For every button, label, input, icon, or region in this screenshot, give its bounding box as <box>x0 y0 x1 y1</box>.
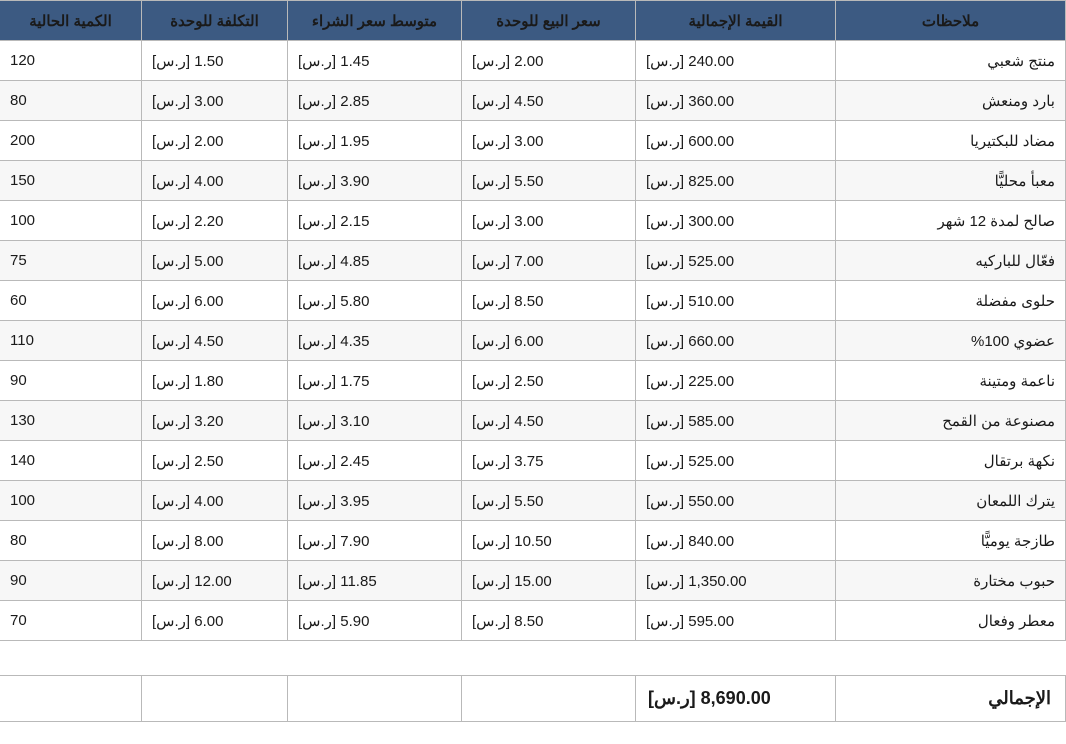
cell-buy[interactable]: 1.95 [ر.س] <box>288 121 462 161</box>
cell-sell[interactable]: 8.50 [ر.س] <box>462 281 636 321</box>
cell-cost[interactable]: 2.00 [ر.س] <box>142 121 288 161</box>
table-row[interactable] <box>0 121 1066 161</box>
cell-sell[interactable]: 3.75 [ر.س] <box>462 441 636 481</box>
column-header-unit-cost[interactable]: التكلفة للوحدة <box>142 1 288 41</box>
cell-buy[interactable]: 5.90 [ر.س] <box>288 601 462 641</box>
table-row[interactable] <box>0 241 1066 281</box>
cell-sell[interactable]: 3.00 [ر.س] <box>462 201 636 241</box>
totals-blank-buy[interactable] <box>288 676 462 722</box>
cell-cost[interactable]: 4.00 [ر.س] <box>142 481 288 521</box>
table-row[interactable] <box>0 361 1066 401</box>
cell-qty[interactable]: 90 <box>0 361 142 401</box>
cell-cost[interactable]: 1.80 [ر.س] <box>142 361 288 401</box>
cell-buy[interactable]: 3.10 [ر.س] <box>288 401 462 441</box>
cell-qty[interactable]: 75 <box>0 241 142 281</box>
cell-notes[interactable]: طازجة يوميًّا <box>836 521 1066 561</box>
cell-notes[interactable]: نكهة برتقال <box>836 441 1066 481</box>
cell-buy[interactable]: 4.35 [ر.س] <box>288 321 462 361</box>
column-header-unit-sell[interactable]: سعر البيع للوحدة <box>462 1 636 41</box>
cell-sell[interactable]: 5.50 [ر.س] <box>462 481 636 521</box>
cell-buy[interactable]: 2.45 [ر.س] <box>288 441 462 481</box>
table-row[interactable] <box>0 201 1066 241</box>
cell-buy[interactable]: 11.85 [ر.س] <box>288 561 462 601</box>
cell-notes[interactable]: مصنوعة من القمح <box>836 401 1066 441</box>
cell-buy[interactable]: 2.15 [ر.س] <box>288 201 462 241</box>
table-row[interactable] <box>0 321 1066 361</box>
table-row[interactable] <box>0 41 1066 81</box>
cell-buy[interactable]: 7.90 [ر.س] <box>288 521 462 561</box>
cell-notes[interactable]: مضاد للبكتيريا <box>836 121 1066 161</box>
cell-sell[interactable]: 15.00 [ر.س] <box>462 561 636 601</box>
cell-cost[interactable]: 2.20 [ر.س] <box>142 201 288 241</box>
cell-total[interactable]: 585.00 [ر.س] <box>636 401 836 441</box>
totals-value[interactable]: 8,690.00 [ر.س] <box>636 676 836 722</box>
table-row[interactable] <box>0 441 1066 481</box>
cell-notes[interactable]: عضوي 100% <box>836 321 1066 361</box>
cell-cost[interactable]: 1.50 [ر.س] <box>142 41 288 81</box>
cell-qty[interactable]: 100 <box>0 481 142 521</box>
cell-sell[interactable]: 4.50 [ر.س] <box>462 81 636 121</box>
cell-total[interactable]: 360.00 [ر.س] <box>636 81 836 121</box>
table-row[interactable] <box>0 481 1066 521</box>
totals-blank-cost[interactable] <box>142 676 288 722</box>
cell-buy[interactable]: 4.85 [ر.س] <box>288 241 462 281</box>
cell-total[interactable]: 510.00 [ر.س] <box>636 281 836 321</box>
cell-sell[interactable]: 10.50 [ر.س] <box>462 521 636 561</box>
cell-buy[interactable]: 5.80 [ر.س] <box>288 281 462 321</box>
table-body <box>0 41 1066 641</box>
cell-qty[interactable]: 120 <box>0 41 142 81</box>
cell-qty[interactable]: 80 <box>0 521 142 561</box>
column-header-current-qty[interactable]: الكمية الحالية <box>0 1 142 41</box>
cell-buy[interactable]: 3.90 [ر.س] <box>288 161 462 201</box>
cell-notes[interactable]: يترك اللمعان <box>836 481 1066 521</box>
totals-label: الإجمالي <box>836 676 1066 722</box>
column-header-notes[interactable]: ملاحظات <box>836 1 1066 41</box>
cell-qty[interactable]: 150 <box>0 161 142 201</box>
table-row[interactable] <box>0 401 1066 441</box>
cell-total[interactable]: 1,350.00 [ر.س] <box>636 561 836 601</box>
cell-cost[interactable]: 6.00 [ر.س] <box>142 281 288 321</box>
cell-notes[interactable]: صالح لمدة 12 شهر <box>836 201 1066 241</box>
cell-sell[interactable]: 3.00 [ر.س] <box>462 121 636 161</box>
header-row <box>0 1 1066 41</box>
table-header <box>0 1 1066 41</box>
cell-notes[interactable]: ناعمة ومتينة <box>836 361 1066 401</box>
cell-notes[interactable]: حبوب مختارة <box>836 561 1066 601</box>
cell-qty[interactable]: 90 <box>0 561 142 601</box>
cell-cost[interactable]: 2.50 [ر.س] <box>142 441 288 481</box>
cell-total[interactable]: 595.00 [ر.س] <box>636 601 836 641</box>
table-row[interactable] <box>0 81 1066 121</box>
table-row[interactable] <box>0 601 1066 641</box>
cell-qty[interactable]: 130 <box>0 401 142 441</box>
column-header-avg-buy[interactable]: متوسط سعر الشراء <box>288 1 462 41</box>
cell-qty[interactable]: 70 <box>0 601 142 641</box>
cell-notes[interactable]: حلوى مفضلة <box>836 281 1066 321</box>
cell-cost[interactable]: 5.00 [ر.س] <box>142 241 288 281</box>
cell-cost[interactable]: 12.00 [ر.س] <box>142 561 288 601</box>
cell-total[interactable]: 550.00 [ر.س] <box>636 481 836 521</box>
table-row[interactable] <box>0 561 1066 601</box>
cell-total[interactable]: 525.00 [ر.س] <box>636 241 836 281</box>
cell-total[interactable]: 825.00 [ر.س] <box>636 161 836 201</box>
cell-notes[interactable]: معبأ محليًّا <box>836 161 1066 201</box>
cell-qty[interactable]: 80 <box>0 81 142 121</box>
cell-sell[interactable]: 2.50 [ر.س] <box>462 361 636 401</box>
cell-sell[interactable]: 6.00 [ر.س] <box>462 321 636 361</box>
cell-qty[interactable]: 60 <box>0 281 142 321</box>
cell-buy[interactable]: 2.85 [ر.س] <box>288 81 462 121</box>
cell-total[interactable]: 840.00 [ر.س] <box>636 521 836 561</box>
cell-total[interactable]: 300.00 [ر.س] <box>636 201 836 241</box>
cell-cost[interactable]: 4.50 [ر.س] <box>142 321 288 361</box>
cell-qty[interactable]: 140 <box>0 441 142 481</box>
cell-buy[interactable]: 1.75 [ر.س] <box>288 361 462 401</box>
cell-sell[interactable]: 8.50 [ر.س] <box>462 601 636 641</box>
section-gap <box>0 641 1066 675</box>
cell-qty[interactable]: 200 <box>0 121 142 161</box>
cell-cost[interactable]: 6.00 [ر.س] <box>142 601 288 641</box>
table-row[interactable] <box>0 161 1066 201</box>
cell-sell[interactable]: 5.50 [ر.س] <box>462 161 636 201</box>
totals-table <box>0 675 1066 722</box>
cell-cost[interactable]: 4.00 [ر.س] <box>142 161 288 201</box>
cell-cost[interactable]: 8.00 [ر.س] <box>142 521 288 561</box>
table-row[interactable] <box>0 281 1066 321</box>
cell-buy[interactable]: 1.45 [ر.س] <box>288 41 462 81</box>
cell-qty[interactable]: 100 <box>0 201 142 241</box>
cell-total[interactable]: 240.00 [ر.س] <box>636 41 836 81</box>
cell-cost[interactable]: 3.20 [ر.س] <box>142 401 288 441</box>
cell-buy[interactable]: 3.95 [ر.س] <box>288 481 462 521</box>
cell-notes[interactable]: بارد ومنعش <box>836 81 1066 121</box>
column-header-total-value[interactable]: القيمة الإجمالية <box>636 1 836 41</box>
totals-blank-sell[interactable] <box>462 676 636 722</box>
cell-sell[interactable]: 4.50 [ر.س] <box>462 401 636 441</box>
cell-total[interactable]: 225.00 [ر.س] <box>636 361 836 401</box>
totals-blank-qty[interactable] <box>0 676 142 722</box>
cell-notes[interactable]: معطر وفعال <box>836 601 1066 641</box>
cell-notes[interactable]: فعّال للباركيه <box>836 241 1066 281</box>
cell-notes[interactable]: منتج شعبي <box>836 41 1066 81</box>
cell-sell[interactable]: 2.00 [ر.س] <box>462 41 636 81</box>
cell-total[interactable]: 525.00 [ر.س] <box>636 441 836 481</box>
table-row[interactable] <box>0 521 1066 561</box>
cell-total[interactable]: 600.00 [ر.س] <box>636 121 836 161</box>
totals-row[interactable] <box>0 676 1066 722</box>
cell-qty[interactable]: 110 <box>0 321 142 361</box>
cell-cost[interactable]: 3.00 [ر.س] <box>142 81 288 121</box>
cell-total[interactable]: 660.00 [ر.س] <box>636 321 836 361</box>
cell-sell[interactable]: 7.00 [ر.س] <box>462 241 636 281</box>
